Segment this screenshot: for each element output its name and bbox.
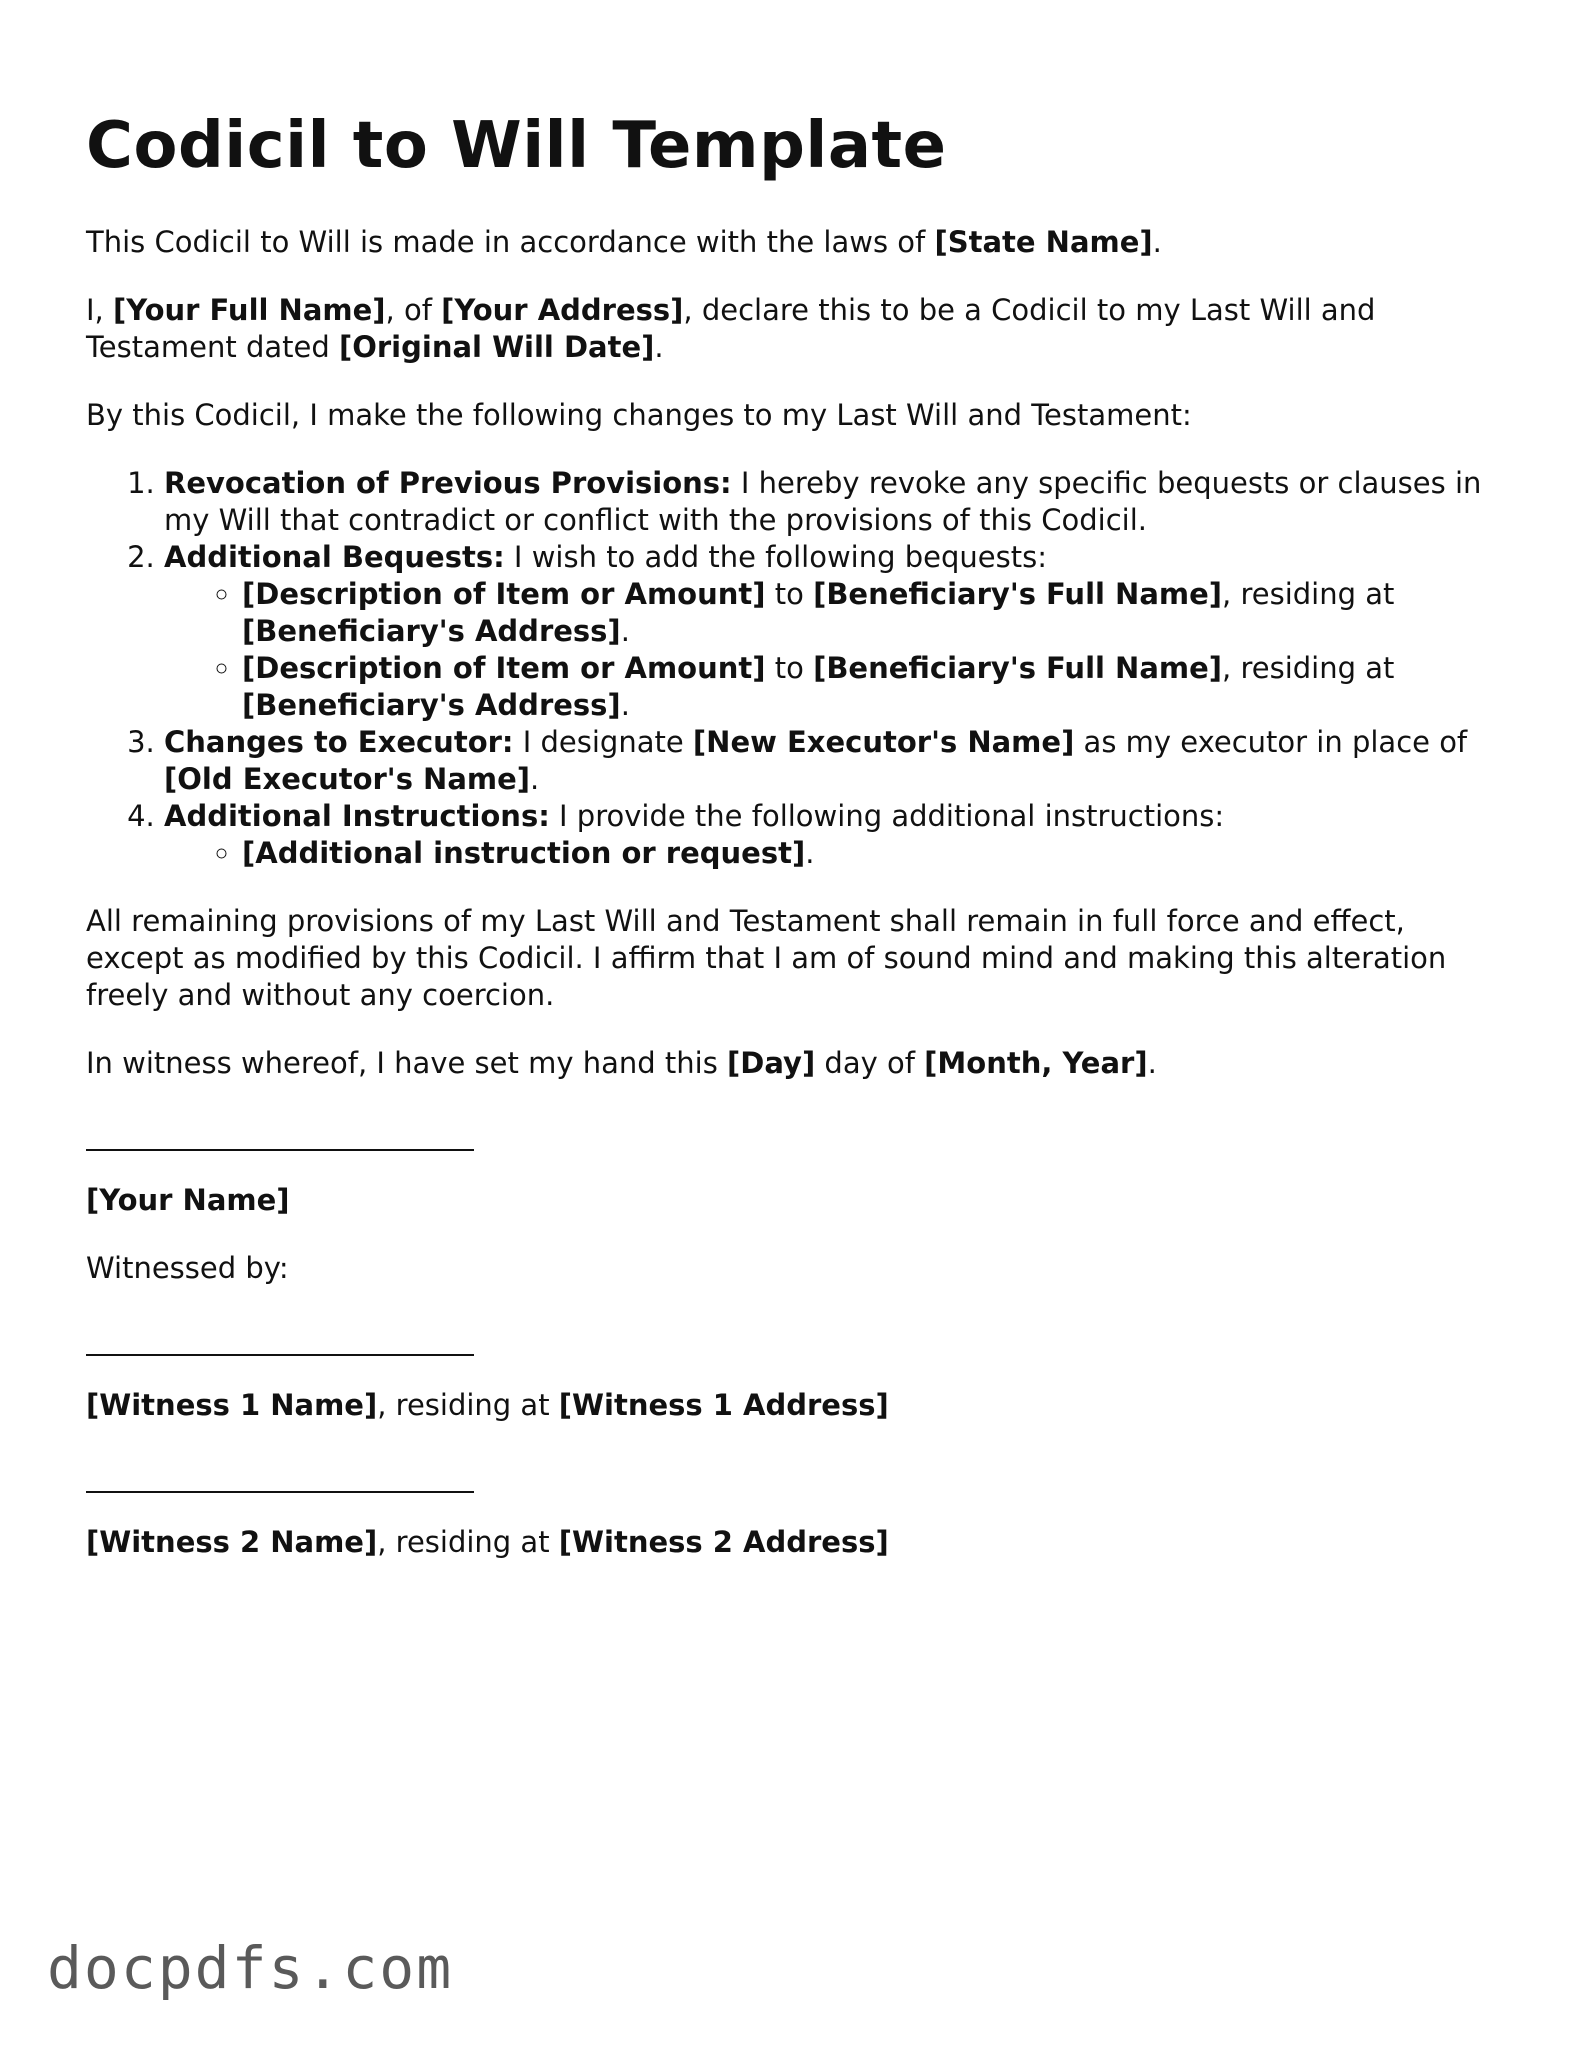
list-item-executor bbox=[164, 724, 1506, 798]
list-item-revocation bbox=[164, 465, 1506, 539]
day-placeholder: [Day] bbox=[727, 1046, 816, 1080]
item-label: Revocation of Previous Provisions: bbox=[164, 466, 732, 500]
signer-name bbox=[86, 1182, 1506, 1219]
beneficiary-address-placeholder: [Beneficiary's Address] bbox=[242, 614, 621, 648]
witness-paragraph bbox=[86, 1045, 1506, 1082]
bequest-text: to bbox=[765, 651, 814, 685]
changes-intro: By this Codicil, I make the following changes to my Last Will and Testament: bbox=[86, 398, 1192, 432]
witness-2-signature-line bbox=[86, 1455, 474, 1493]
bequest-text: , residing at bbox=[1222, 577, 1395, 611]
bequest-text: . bbox=[620, 688, 630, 722]
beneficiary-name-placeholder: [Beneficiary's Full Name] bbox=[813, 577, 1223, 611]
beneficiary-name-placeholder: [Beneficiary's Full Name] bbox=[813, 651, 1223, 685]
bequest-item bbox=[242, 650, 1506, 724]
item-description-placeholder: [Description of Item or Amount] bbox=[242, 577, 766, 611]
will-date-placeholder: [Original Will Date] bbox=[338, 330, 655, 364]
witness-text: In witness whereof, I have set my hand this bbox=[86, 1046, 728, 1080]
witness-2-name-placeholder: [Witness 2 Name] bbox=[86, 1525, 378, 1559]
witness-1-name-placeholder: [Witness 1 Name] bbox=[86, 1388, 378, 1422]
witness-1-line bbox=[86, 1387, 1506, 1424]
witness-text: . bbox=[1147, 1046, 1157, 1080]
item-text: I hereby revoke any specific bequests or clauses in my Will that contradict or conflict with the provisions of this Codicil. bbox=[164, 466, 1482, 537]
instructions-sublist bbox=[164, 835, 1506, 872]
instruction-placeholder: [Additional instruction or request] bbox=[242, 836, 806, 870]
witness-2-address-placeholder: [Witness 2 Address] bbox=[558, 1525, 889, 1559]
signature-line bbox=[86, 1113, 474, 1151]
intro-end: . bbox=[1152, 225, 1162, 259]
bequest-text: . bbox=[620, 614, 630, 648]
page-title: Codicil to Will Template bbox=[86, 109, 947, 183]
item-label: Additional Bequests: bbox=[164, 540, 505, 574]
witness-1-signature-line bbox=[86, 1318, 474, 1356]
month-year-placeholder: [Month, Year] bbox=[924, 1046, 1148, 1080]
declaration-text: . bbox=[654, 330, 664, 364]
witness-1-address-placeholder: [Witness 1 Address] bbox=[558, 1388, 889, 1422]
declaration-text: , declare this to be a Codicil to my Last Will and Testament dated bbox=[86, 293, 1376, 364]
watermark: docpdfs.com bbox=[47, 1934, 454, 2002]
declaration-text: I, bbox=[86, 293, 113, 327]
declaration-paragraph bbox=[86, 292, 1506, 366]
document-body bbox=[86, 224, 1506, 1592]
intro-paragraph bbox=[86, 224, 1506, 261]
bequest-text: to bbox=[765, 577, 814, 611]
list-item-instructions bbox=[164, 798, 1506, 872]
full-name-placeholder: [Your Full Name] bbox=[113, 293, 386, 327]
list-item-bequests bbox=[164, 539, 1506, 724]
item-text: I designate bbox=[513, 725, 693, 759]
declaration-text: , of bbox=[385, 293, 442, 327]
witness-2-text: , residing at bbox=[377, 1525, 559, 1559]
item-label: Changes to Executor: bbox=[164, 725, 514, 759]
beneficiary-address-placeholder: [Beneficiary's Address] bbox=[242, 688, 621, 722]
intro-text: This Codicil to Will is made in accordance with the laws of bbox=[86, 225, 935, 259]
item-text: . bbox=[530, 762, 540, 796]
state-name-placeholder: [State Name] bbox=[934, 225, 1153, 259]
changes-list bbox=[86, 465, 1506, 872]
item-text: as my executor in place of bbox=[1074, 725, 1468, 759]
your-name-placeholder: [Your Name] bbox=[86, 1183, 290, 1217]
bequest-text: , residing at bbox=[1222, 651, 1395, 685]
witness-1-text: , residing at bbox=[377, 1388, 559, 1422]
item-description-placeholder: [Description of Item or Amount] bbox=[242, 651, 766, 685]
bequests-sublist bbox=[164, 576, 1506, 724]
remaining-paragraph: All remaining provisions of my Last Will and Testament shall remain in full force and effect, except as modified by this Codicil. I affirm that I am of sound mind and making this alteration freely and without any coercion. bbox=[86, 904, 1447, 1012]
old-executor-placeholder: [Old Executor's Name] bbox=[164, 762, 531, 796]
item-text: I provide the following additional instructions: bbox=[549, 799, 1225, 833]
witness-text: day of bbox=[815, 1046, 925, 1080]
address-placeholder: [Your Address] bbox=[441, 293, 684, 327]
instruction-item bbox=[242, 835, 1506, 872]
item-text: I wish to add the following bequests: bbox=[504, 540, 1047, 574]
bequest-item bbox=[242, 576, 1506, 650]
new-executor-placeholder: [New Executor's Name] bbox=[692, 725, 1075, 759]
witness-2-line bbox=[86, 1524, 1506, 1561]
item-label: Additional Instructions: bbox=[164, 799, 550, 833]
instruction-end: . bbox=[805, 836, 815, 870]
witnessed-by-label: Witnessed by: bbox=[86, 1251, 289, 1285]
